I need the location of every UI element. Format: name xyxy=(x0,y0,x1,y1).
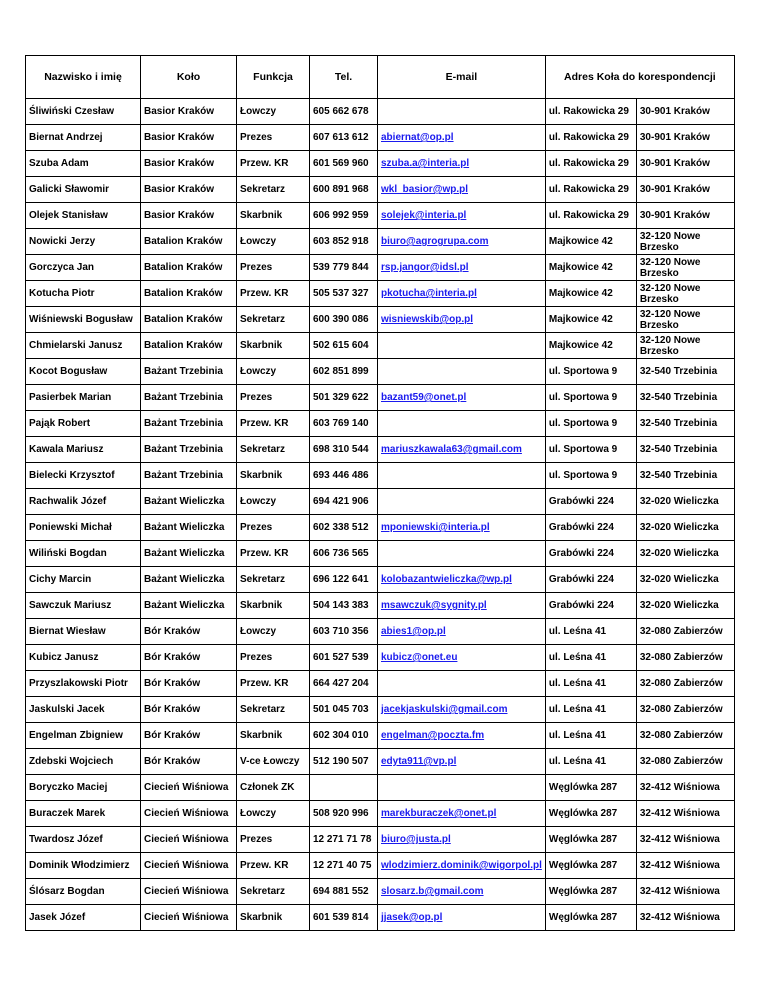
cell-name: Szuba Adam xyxy=(26,151,141,177)
cell-city: 32-412 Wiśniowa xyxy=(636,801,734,827)
header-phone: Tel. xyxy=(310,56,378,99)
cell-role: Prezes xyxy=(237,125,310,151)
cell-name: Wiśniewski Bogusław xyxy=(26,307,141,333)
cell-phone: 606 992 959 xyxy=(310,203,378,229)
contacts-table xyxy=(25,55,735,931)
table-row xyxy=(26,697,735,723)
cell-club: Bór Kraków xyxy=(141,697,237,723)
cell-role: Łowczy xyxy=(237,99,310,125)
cell-club: Batalion Kraków xyxy=(141,281,237,307)
cell-club: Bażant Trzebinia xyxy=(141,437,237,463)
cell-club: Bażant Wieliczka xyxy=(141,593,237,619)
cell-name: Buraczek Marek xyxy=(26,801,141,827)
cell-club: Ciecień Wiśniowa xyxy=(141,853,237,879)
cell-phone: 664 427 204 xyxy=(310,671,378,697)
cell-street: ul. Rakowicka 29 xyxy=(545,203,636,229)
cell-name: Wiliński Bogdan xyxy=(26,541,141,567)
cell-role: Prezes xyxy=(237,827,310,853)
cell-email xyxy=(378,333,546,359)
cell-club: Ciecień Wiśniowa xyxy=(141,827,237,853)
cell-email xyxy=(378,905,546,931)
cell-phone: 12 271 71 78 xyxy=(310,827,378,853)
cell-role: Prezes xyxy=(237,385,310,411)
table-row xyxy=(26,593,735,619)
table-row xyxy=(26,203,735,229)
cell-email xyxy=(378,151,546,177)
cell-phone: 12 271 40 75 xyxy=(310,853,378,879)
cell-phone: 512 190 507 xyxy=(310,749,378,775)
table-row xyxy=(26,645,735,671)
cell-club: Bór Kraków xyxy=(141,671,237,697)
cell-club: Bór Kraków xyxy=(141,619,237,645)
cell-city: 32-020 Wieliczka xyxy=(636,515,734,541)
cell-city: 30-901 Kraków xyxy=(636,177,734,203)
cell-name: Nowicki Jerzy xyxy=(26,229,141,255)
cell-city: 30-901 Kraków xyxy=(636,203,734,229)
cell-street: ul. Leśna 41 xyxy=(545,697,636,723)
table-row xyxy=(26,125,735,151)
cell-name: Kawala Mariusz xyxy=(26,437,141,463)
cell-email xyxy=(378,593,546,619)
cell-street: Grabówki 224 xyxy=(545,593,636,619)
cell-phone: 508 920 996 xyxy=(310,801,378,827)
cell-phone: 601 539 814 xyxy=(310,905,378,931)
cell-club: Batalion Kraków xyxy=(141,333,237,359)
cell-name: Śliwiński Czesław xyxy=(26,99,141,125)
cell-name: Pająk Robert xyxy=(26,411,141,437)
cell-city: 32-540 Trzebinia xyxy=(636,463,734,489)
cell-name: Kocot Bogusław xyxy=(26,359,141,385)
cell-name: Galicki Sławomir xyxy=(26,177,141,203)
cell-club: Ciecień Wiśniowa xyxy=(141,905,237,931)
cell-role: Skarbnik xyxy=(237,905,310,931)
cell-city: 32-080 Zabierzów xyxy=(636,671,734,697)
email-link[interactable]: wkl_basior@wp.pl xyxy=(381,184,468,195)
cell-role: Łowczy xyxy=(237,619,310,645)
email-link[interactable]: wlodzimierz.dominik@wigorpol.pl xyxy=(381,860,542,871)
email-link[interactable]: rsp.jangor@idsl.pl xyxy=(381,262,469,273)
table-row xyxy=(26,489,735,515)
email-link[interactable]: mariuszkawala63@gmail.com xyxy=(381,444,522,455)
cell-email xyxy=(378,749,546,775)
cell-street: ul. Leśna 41 xyxy=(545,619,636,645)
cell-city: 32-120 Nowe Brzesko xyxy=(636,281,734,307)
email-link[interactable]: bazant59@onet.pl xyxy=(381,392,467,403)
cell-city: 32-412 Wiśniowa xyxy=(636,827,734,853)
cell-role: Skarbnik xyxy=(237,463,310,489)
cell-role: Przew. KR xyxy=(237,281,310,307)
table-row xyxy=(26,671,735,697)
cell-phone: 694 881 552 xyxy=(310,879,378,905)
cell-street: ul. Rakowicka 29 xyxy=(545,151,636,177)
cell-email xyxy=(378,515,546,541)
email-link[interactable]: edyta911@vp.pl xyxy=(381,756,457,767)
cell-name: Pasierbek Marian xyxy=(26,385,141,411)
cell-phone: 602 338 512 xyxy=(310,515,378,541)
cell-city: 32-020 Wieliczka xyxy=(636,489,734,515)
cell-email xyxy=(378,645,546,671)
table-row xyxy=(26,879,735,905)
cell-email xyxy=(378,489,546,515)
cell-role: Skarbnik xyxy=(237,333,310,359)
cell-role: Przew. KR xyxy=(237,853,310,879)
header-row xyxy=(26,56,735,99)
cell-role: Prezes xyxy=(237,645,310,671)
cell-role: Przew. KR xyxy=(237,151,310,177)
cell-name: Kubicz Janusz xyxy=(26,645,141,671)
cell-email xyxy=(378,723,546,749)
cell-phone: 501 329 622 xyxy=(310,385,378,411)
cell-street: Grabówki 224 xyxy=(545,515,636,541)
cell-phone: 605 662 678 xyxy=(310,99,378,125)
cell-email xyxy=(378,281,546,307)
cell-name: Poniewski Michał xyxy=(26,515,141,541)
cell-city: 32-120 Nowe Brzesko xyxy=(636,333,734,359)
cell-phone: 504 143 383 xyxy=(310,593,378,619)
cell-name: Engelman Zbigniew xyxy=(26,723,141,749)
cell-street: ul. Rakowicka 29 xyxy=(545,177,636,203)
cell-email xyxy=(378,619,546,645)
cell-street: ul. Leśna 41 xyxy=(545,645,636,671)
cell-role: Łowczy xyxy=(237,229,310,255)
cell-club: Bażant Wieliczka xyxy=(141,489,237,515)
cell-email xyxy=(378,437,546,463)
cell-name: Ślósarz Bogdan xyxy=(26,879,141,905)
table-row xyxy=(26,411,735,437)
table-row xyxy=(26,619,735,645)
table-row xyxy=(26,853,735,879)
cell-city: 32-020 Wieliczka xyxy=(636,567,734,593)
cell-email xyxy=(378,541,546,567)
cell-role: Sekretarz xyxy=(237,697,310,723)
cell-email xyxy=(378,567,546,593)
cell-club: Ciecień Wiśniowa xyxy=(141,801,237,827)
cell-role: Sekretarz xyxy=(237,177,310,203)
cell-name: Sawczuk Mariusz xyxy=(26,593,141,619)
cell-phone: 694 421 906 xyxy=(310,489,378,515)
cell-city: 32-080 Zabierzów xyxy=(636,697,734,723)
cell-city: 32-120 Nowe Brzesko xyxy=(636,307,734,333)
cell-street: Majkowice 42 xyxy=(545,307,636,333)
cell-name: Bielecki Krzysztof xyxy=(26,463,141,489)
cell-phone: 501 045 703 xyxy=(310,697,378,723)
cell-street: ul. Sportowa 9 xyxy=(545,359,636,385)
cell-city: 32-080 Zabierzów xyxy=(636,723,734,749)
cell-club: Ciecień Wiśniowa xyxy=(141,879,237,905)
cell-street: Majkowice 42 xyxy=(545,255,636,281)
cell-role: Przew. KR xyxy=(237,541,310,567)
cell-city: 32-020 Wieliczka xyxy=(636,593,734,619)
cell-street: Węglówka 287 xyxy=(545,853,636,879)
cell-phone: 600 891 968 xyxy=(310,177,378,203)
table-row xyxy=(26,359,735,385)
cell-email xyxy=(378,411,546,437)
cell-club: Bażant Trzebinia xyxy=(141,463,237,489)
cell-role: Łowczy xyxy=(237,489,310,515)
cell-city: 30-901 Kraków xyxy=(636,125,734,151)
table-row xyxy=(26,385,735,411)
table-row xyxy=(26,827,735,853)
cell-street: Majkowice 42 xyxy=(545,333,636,359)
cell-phone: 601 569 960 xyxy=(310,151,378,177)
cell-name: Biernat Andrzej xyxy=(26,125,141,151)
email-link[interactable]: jacekjaskulski@gmail.com xyxy=(381,704,508,715)
cell-club: Bażant Wieliczka xyxy=(141,515,237,541)
email-link[interactable]: msawczuk@sygnity.pl xyxy=(381,600,487,611)
cell-club: Bażant Wieliczka xyxy=(141,567,237,593)
cell-role: Sekretarz xyxy=(237,307,310,333)
cell-club: Bażant Trzebinia xyxy=(141,359,237,385)
cell-role: Łowczy xyxy=(237,801,310,827)
table-row xyxy=(26,723,735,749)
cell-role: Skarbnik xyxy=(237,723,310,749)
cell-phone: 603 852 918 xyxy=(310,229,378,255)
cell-email xyxy=(378,697,546,723)
cell-phone: 539 779 844 xyxy=(310,255,378,281)
header-club: Koło xyxy=(141,56,237,99)
cell-city: 32-412 Wiśniowa xyxy=(636,905,734,931)
cell-email xyxy=(378,671,546,697)
cell-street: Majkowice 42 xyxy=(545,281,636,307)
cell-city: 32-120 Nowe Brzesko xyxy=(636,255,734,281)
cell-email xyxy=(378,385,546,411)
cell-email xyxy=(378,125,546,151)
table-header xyxy=(26,56,735,99)
cell-street: ul. Rakowicka 29 xyxy=(545,99,636,125)
cell-city: 32-540 Trzebinia xyxy=(636,437,734,463)
cell-street: Węglówka 287 xyxy=(545,775,636,801)
cell-city: 32-080 Zabierzów xyxy=(636,749,734,775)
cell-name: Jasek Józef xyxy=(26,905,141,931)
cell-city: 32-412 Wiśniowa xyxy=(636,879,734,905)
cell-club: Batalion Kraków xyxy=(141,255,237,281)
cell-phone: 505 537 327 xyxy=(310,281,378,307)
cell-email xyxy=(378,177,546,203)
email-link[interactable]: abies1@op.pl xyxy=(381,626,446,637)
cell-street: ul. Sportowa 9 xyxy=(545,385,636,411)
cell-phone: 600 390 086 xyxy=(310,307,378,333)
cell-role: Prezes xyxy=(237,255,310,281)
cell-email xyxy=(378,853,546,879)
cell-phone: 698 310 544 xyxy=(310,437,378,463)
table-row xyxy=(26,463,735,489)
email-link[interactable]: kubicz@onet.eu xyxy=(381,652,458,663)
table-row xyxy=(26,515,735,541)
header-name: Nazwisko i imię xyxy=(26,56,141,99)
cell-phone: 607 613 612 xyxy=(310,125,378,151)
cell-club: Basior Kraków xyxy=(141,99,237,125)
cell-email xyxy=(378,307,546,333)
cell-email xyxy=(378,775,546,801)
cell-name: Biernat Wiesław xyxy=(26,619,141,645)
cell-club: Basior Kraków xyxy=(141,125,237,151)
cell-role: V-ce Łowczy xyxy=(237,749,310,775)
cell-street: ul. Sportowa 9 xyxy=(545,463,636,489)
cell-phone: 601 527 539 xyxy=(310,645,378,671)
cell-club: Bór Kraków xyxy=(141,645,237,671)
cell-club: Basior Kraków xyxy=(141,177,237,203)
cell-city: 32-540 Trzebinia xyxy=(636,359,734,385)
cell-club: Basior Kraków xyxy=(141,151,237,177)
cell-city: 32-412 Wiśniowa xyxy=(636,775,734,801)
cell-role: Skarbnik xyxy=(237,593,310,619)
cell-street: Grabówki 224 xyxy=(545,541,636,567)
cell-city: 32-020 Wieliczka xyxy=(636,541,734,567)
email-link[interactable]: biuro@justa.pl xyxy=(381,834,451,845)
cell-city: 32-540 Trzebinia xyxy=(636,385,734,411)
cell-role: Skarbnik xyxy=(237,203,310,229)
cell-name: Boryczko Maciej xyxy=(26,775,141,801)
cell-role: Prezes xyxy=(237,515,310,541)
cell-role: Członek ZK xyxy=(237,775,310,801)
table-row xyxy=(26,229,735,255)
cell-name: Olejek Stanisław xyxy=(26,203,141,229)
cell-name: Zdebski Wojciech xyxy=(26,749,141,775)
cell-city: 32-540 Trzebinia xyxy=(636,411,734,437)
table-row xyxy=(26,333,735,359)
cell-phone: 696 122 641 xyxy=(310,567,378,593)
email-link[interactable]: szuba.a@interia.pl xyxy=(381,158,470,169)
cell-name: Twardosz Józef xyxy=(26,827,141,853)
cell-role: Przew. KR xyxy=(237,671,310,697)
table-row xyxy=(26,99,735,125)
email-link[interactable]: pkotucha@interia.pl xyxy=(381,288,477,299)
cell-street: Majkowice 42 xyxy=(545,229,636,255)
cell-street: ul. Rakowicka 29 xyxy=(545,125,636,151)
cell-name: Kotucha Piotr xyxy=(26,281,141,307)
table-row xyxy=(26,151,735,177)
header-address: Adres Koła do korespondencji xyxy=(545,56,734,99)
cell-phone: 603 710 356 xyxy=(310,619,378,645)
cell-name: Gorczyca Jan xyxy=(26,255,141,281)
table-row xyxy=(26,437,735,463)
cell-role: Sekretarz xyxy=(237,437,310,463)
table-row xyxy=(26,801,735,827)
cell-phone: 602 851 899 xyxy=(310,359,378,385)
cell-role: Sekretarz xyxy=(237,879,310,905)
cell-city: 32-120 Nowe Brzesko xyxy=(636,229,734,255)
email-link[interactable]: engelman@poczta.fm xyxy=(381,730,485,741)
email-link[interactable]: abiernat@op.pl xyxy=(381,132,454,143)
table-row xyxy=(26,307,735,333)
cell-email xyxy=(378,255,546,281)
cell-email xyxy=(378,99,546,125)
email-link[interactable]: kolobazantwieliczka@wp.pl xyxy=(381,574,512,585)
cell-role: Łowczy xyxy=(237,359,310,385)
cell-role: Sekretarz xyxy=(237,567,310,593)
cell-club: Batalion Kraków xyxy=(141,229,237,255)
cell-phone: 693 446 486 xyxy=(310,463,378,489)
cell-name: Chmielarski Janusz xyxy=(26,333,141,359)
email-link[interactable]: wisniewskib@op.pl xyxy=(381,314,473,325)
cell-email xyxy=(378,879,546,905)
cell-name: Jaskulski Jacek xyxy=(26,697,141,723)
cell-club: Basior Kraków xyxy=(141,203,237,229)
header-email: E-mail xyxy=(378,56,546,99)
table-row xyxy=(26,775,735,801)
table-body xyxy=(26,99,735,931)
cell-name: Cichy Marcin xyxy=(26,567,141,593)
cell-street: ul. Leśna 41 xyxy=(545,723,636,749)
email-link[interactable]: mponiewski@interia.pl xyxy=(381,522,490,533)
cell-phone: 502 615 604 xyxy=(310,333,378,359)
cell-name: Dominik Włodzimierz xyxy=(26,853,141,879)
cell-email xyxy=(378,203,546,229)
email-link[interactable]: jjasek@op.pl xyxy=(381,912,443,923)
cell-club: Bór Kraków xyxy=(141,749,237,775)
cell-name: Rachwalik Józef xyxy=(26,489,141,515)
cell-city: 32-080 Zabierzów xyxy=(636,619,734,645)
cell-club: Ciecień Wiśniowa xyxy=(141,775,237,801)
table-row xyxy=(26,281,735,307)
email-link[interactable]: solejek@interia.pl xyxy=(381,210,467,221)
cell-email xyxy=(378,463,546,489)
email-link[interactable]: biuro@agrogrupa.com xyxy=(381,236,489,247)
table-row xyxy=(26,567,735,593)
cell-phone xyxy=(310,775,378,801)
table-row xyxy=(26,905,735,931)
cell-club: Bażant Trzebinia xyxy=(141,411,237,437)
cell-city: 32-080 Zabierzów xyxy=(636,645,734,671)
email-link[interactable]: marekburaczek@onet.pl xyxy=(381,808,497,819)
table-row xyxy=(26,255,735,281)
cell-phone: 606 736 565 xyxy=(310,541,378,567)
cell-street: ul. Leśna 41 xyxy=(545,671,636,697)
cell-street: ul. Sportowa 9 xyxy=(545,437,636,463)
table-row xyxy=(26,177,735,203)
cell-street: Węglówka 287 xyxy=(545,801,636,827)
cell-email xyxy=(378,801,546,827)
cell-street: ul. Leśna 41 xyxy=(545,749,636,775)
cell-street: Grabówki 224 xyxy=(545,567,636,593)
cell-city: 32-412 Wiśniowa xyxy=(636,853,734,879)
cell-email xyxy=(378,827,546,853)
cell-club: Bór Kraków xyxy=(141,723,237,749)
cell-name: Przyszlakowski Piotr xyxy=(26,671,141,697)
cell-club: Batalion Kraków xyxy=(141,307,237,333)
cell-street: ul. Sportowa 9 xyxy=(545,411,636,437)
cell-role: Przew. KR xyxy=(237,411,310,437)
cell-street: Węglówka 287 xyxy=(545,879,636,905)
cell-city: 30-901 Kraków xyxy=(636,151,734,177)
cell-street: Grabówki 224 xyxy=(545,489,636,515)
cell-club: Bażant Trzebinia xyxy=(141,385,237,411)
cell-phone: 603 769 140 xyxy=(310,411,378,437)
cell-phone: 602 304 010 xyxy=(310,723,378,749)
cell-street: Węglówka 287 xyxy=(545,905,636,931)
table-row xyxy=(26,749,735,775)
cell-street: Węglówka 287 xyxy=(545,827,636,853)
cell-email xyxy=(378,229,546,255)
cell-city: 30-901 Kraków xyxy=(636,99,734,125)
header-role: Funkcja xyxy=(237,56,310,99)
cell-club: Bażant Wieliczka xyxy=(141,541,237,567)
cell-email xyxy=(378,359,546,385)
table-row xyxy=(26,541,735,567)
email-link[interactable]: slosarz.b@gmail.com xyxy=(381,886,484,897)
